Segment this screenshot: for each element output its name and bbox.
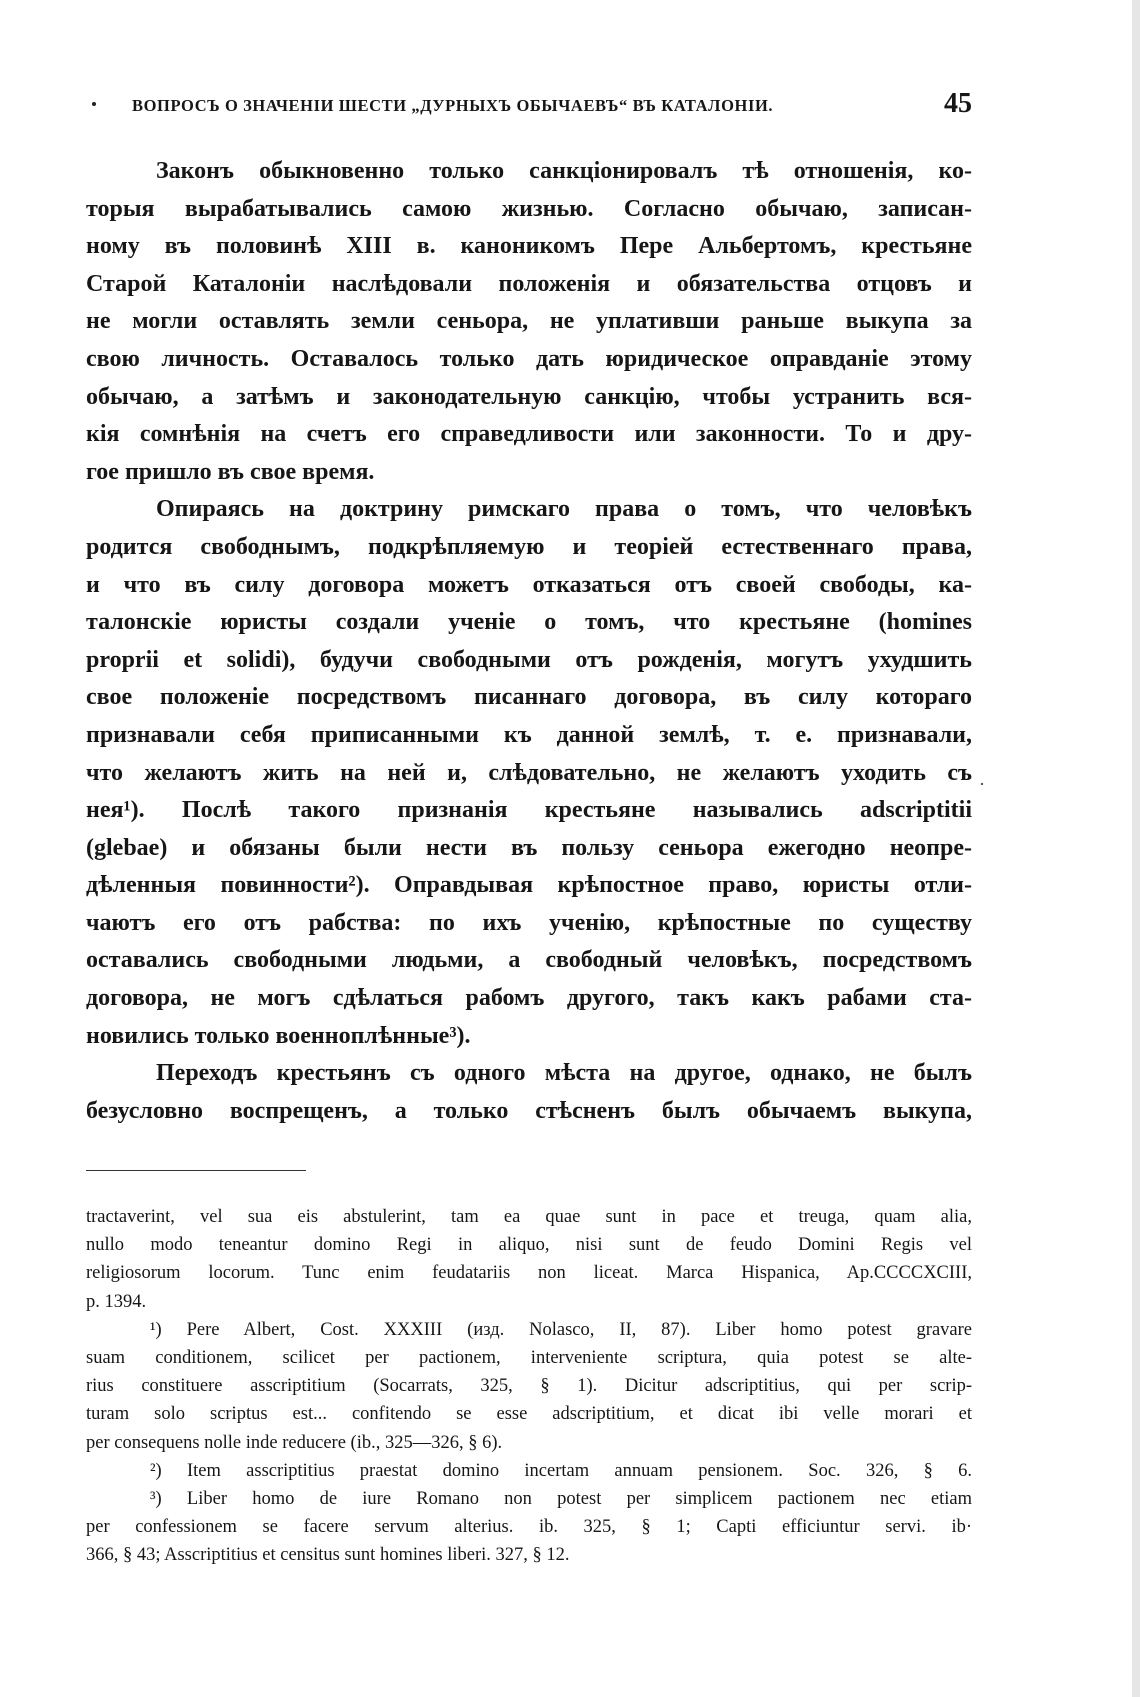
- footnote-line: nullo modo teneantur domino Regi in aliquo, nisi sunt de feudo Domini Regis vel: [86, 1235, 972, 1256]
- body-line: чаютъ его отъ рабства: по ихъ ученію, крѣпостные по существу: [86, 909, 972, 936]
- body-line: кія сомнѣнія на счетъ его справедливости или законности. То и дру-: [86, 421, 972, 448]
- main-text: [86, 153, 972, 1130]
- footnote-divider: [86, 1170, 306, 1171]
- footnote-line: ¹) Pere Albert, Cost. XXXIII (изд. Nolasco, II, 87). Liber homo potest gravare: [150, 1319, 972, 1340]
- body-line: Переходъ крестьянъ съ одного мѣста на другое, однако, не былъ: [156, 1060, 972, 1087]
- body-line: признавали себя приписанными къ данной землѣ, т. е. признавали,: [86, 721, 972, 748]
- body-line: Старой Каталоніи наслѣдовали положенія и обязательства отцовъ и: [86, 270, 972, 297]
- body-line: обычаю, а затѣмъ и законодательную санкцію, чтобы устранить вся-: [86, 383, 972, 410]
- body-line: нея¹). Послѣ такого признанія крестьяне назывались adscriptitii: [86, 797, 972, 824]
- footnote-line: per consequens nolle inde reducere (ib., 325—326, § 6).: [86, 1432, 503, 1453]
- footnote-line: ²) Item asscriptitius praestat domino incertam annuam pensionem. Soc. 326, § 6.: [150, 1460, 972, 1481]
- footnote-line: p. 1394.: [86, 1291, 147, 1312]
- running-title: ВОПРОСЪ О ЗНАЧЕНІИ ШЕСТИ „ДУРНЫХЪ ОБЫЧАЕВЪ“ ВЪ КАТАЛОНІИ.: [132, 96, 774, 115]
- header-dot: [92, 102, 96, 106]
- body-line: (glebae) и обязаны были нести въ пользу сеньора ежегодно неопре-: [86, 834, 972, 861]
- body-line: Законъ обыкновенно только санкціонировалъ тѣ отношенія, ко-: [156, 158, 972, 184]
- body-line: proprii et solidi), будучи свободными отъ рожденія, могутъ ухудшить: [86, 646, 972, 673]
- body-line: ному въ половинѣ XIII в. каноникомъ Пере Альбертомъ, крестьяне: [86, 233, 972, 260]
- body-line: договора, не могъ сдѣлаться рабомъ другого, такъ какъ рабами ста-: [86, 985, 972, 1012]
- body-line: и что въ силу договора можетъ отказаться отъ своей свободы, ка-: [86, 571, 972, 598]
- body-line: гое пришло въ свое время.: [86, 458, 375, 485]
- footnote-line: tractaverint, vel sua eis abstulerint, tam ea quae sunt in pace et treuga, quam alia,: [86, 1207, 972, 1227]
- body-line: что желаютъ жить на ней и, слѣдовательно, не желаютъ уходить съ: [86, 759, 972, 786]
- body-line: дѣленныя повинности²). Оправдывая крѣпостное право, юристы отли-: [86, 872, 972, 899]
- body-line: свое положеніе посредствомъ писаннаго договора, въ силу котораго: [86, 684, 972, 711]
- body-line: свою личность. Оставалось только дать юридическое оправданіе этому: [86, 345, 972, 372]
- footnote-line: turam solo scriptus est... confitendo se esse adscriptitium, et dicat ibi velle morari et: [86, 1404, 972, 1425]
- body-line: не могли оставлять земли сеньора, не уплативши раньше выкупа за: [86, 308, 972, 335]
- body-line: оставались свободными людьми, а свободный человѣкъ, посредствомъ: [86, 947, 972, 974]
- page-edge: [1132, 0, 1140, 1697]
- footnote-line: per confessionem se facere servum alterius. ib. 325, § 1; Capti efficiuntur servi. ib·: [86, 1517, 972, 1538]
- footnote-line: religiosorum locorum. Tunc enim feudatariis non liceat. Marca Hispanica, Ap.CCCCXCIII,: [86, 1263, 972, 1284]
- body-line: новились только военноплѣнные³).: [86, 1022, 471, 1049]
- footnote-line: suam conditionem, scilicet per pactionem, interveniente scriptura, quia potest se alte-: [86, 1347, 972, 1368]
- footnote-line: 366, § 43; Asscriptitius et censitus sunt homines liberi. 327, § 12.: [86, 1545, 570, 1566]
- body-line: торыя вырабатывались самою жизнью. Согласно обычаю, записан-: [86, 195, 972, 222]
- body-line: родится свободнымъ, подкрѣпляемую и теоріей естественнаго права,: [86, 533, 972, 560]
- margin-mark: ·: [979, 774, 985, 794]
- body-line: Опираясь на доктрину римскаго права о томъ, что человѣкъ: [156, 496, 972, 523]
- footnotes: [86, 1203, 972, 1569]
- footnote-line: ³) Liber homo de iure Romano non potest per simplicem pactionem nec etiam: [150, 1488, 972, 1509]
- footnote-line: rius constituere asscriptitium (Socarrats, 325, § 1). Dicitur adscriptitius, qui per scrip-: [86, 1376, 972, 1397]
- page-header: [92, 86, 972, 126]
- page-number: 45: [944, 88, 972, 119]
- body-line: безусловно воспрещенъ, а только стѣсненъ былъ обычаемъ выкупа,: [86, 1097, 972, 1124]
- body-line: талонскіе юристы создали ученіе о томъ, что крестьяне (homines: [86, 609, 972, 636]
